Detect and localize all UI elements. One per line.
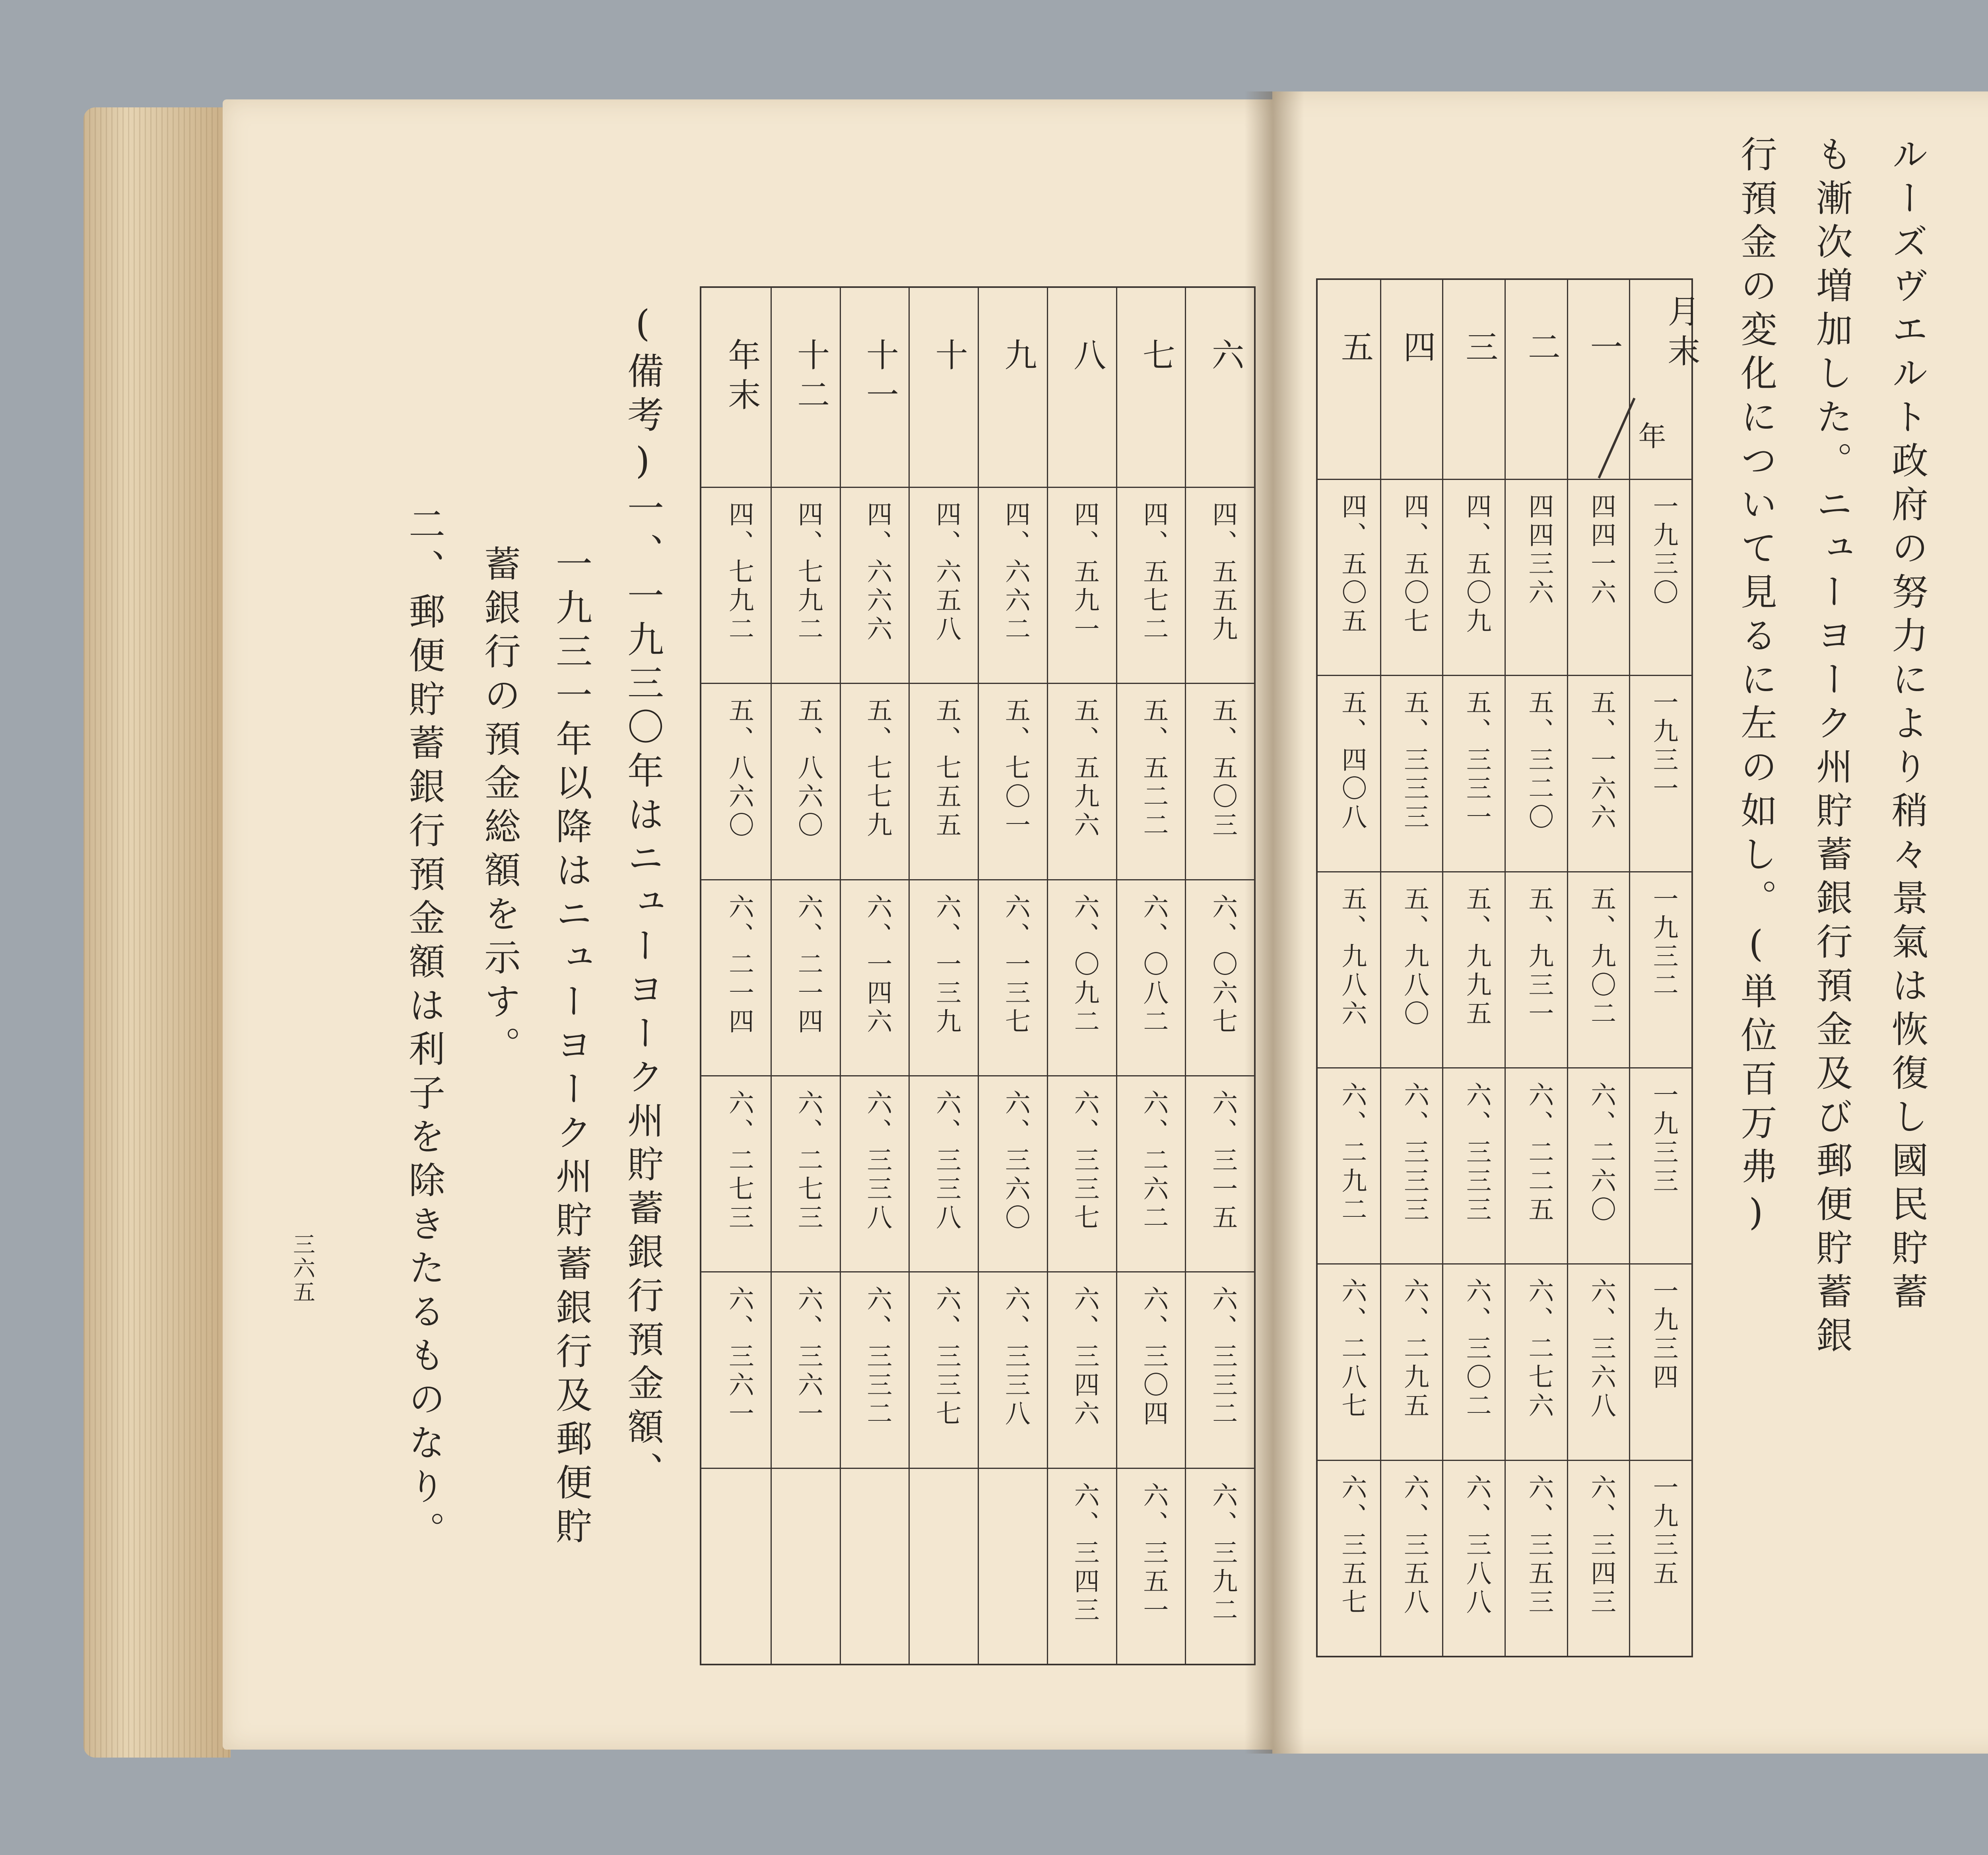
table-cell: 四、五〇九 bbox=[1462, 493, 1491, 636]
table-cell: 六、一三九 bbox=[932, 893, 961, 1037]
month-label: 十一 bbox=[861, 338, 899, 418]
year-label: 一九三四 bbox=[1648, 1278, 1678, 1393]
table-cell: 五、三二〇 bbox=[1524, 689, 1554, 833]
year-label: 一九三〇 bbox=[1648, 493, 1678, 608]
table-cell: 六、三一五 bbox=[1208, 1090, 1238, 1233]
table-cell: 六、三四三 bbox=[1586, 1474, 1616, 1617]
table-cell: 四、五九一 bbox=[1070, 501, 1099, 644]
table-cell: 六、三三二 bbox=[1208, 1286, 1238, 1429]
month-label: 九 bbox=[999, 338, 1037, 378]
table-cell: 六、三六八 bbox=[1586, 1278, 1616, 1421]
deposit-table-part-1 bbox=[1316, 278, 1693, 1657]
table-cell: 六、二六二 bbox=[1139, 1090, 1169, 1233]
table-cell: 五、八六〇 bbox=[793, 697, 823, 841]
month-label: 十二 bbox=[792, 338, 830, 418]
table-cell: 六、二一四 bbox=[793, 893, 823, 1037]
table-cell: 六、〇八二 bbox=[1139, 893, 1169, 1037]
month-label: 一 bbox=[1585, 330, 1623, 370]
table-cell: 四、七九二 bbox=[724, 501, 754, 644]
table-cell: 六、三三八 bbox=[862, 1090, 892, 1233]
table-cell: 五、九八〇 bbox=[1400, 885, 1429, 1029]
table-cell: 五、九九五 bbox=[1462, 885, 1491, 1029]
table-cell: 六、三三三 bbox=[1462, 1082, 1491, 1225]
table-cell: 六、二九二 bbox=[1337, 1082, 1367, 1225]
year-label: 一九三二 bbox=[1648, 885, 1678, 1000]
corner-month: 月末 bbox=[1662, 294, 1700, 374]
table-cell: 五、五〇三 bbox=[1208, 697, 1238, 841]
table-cell: 六、二七三 bbox=[793, 1090, 823, 1233]
table-cell: 五、七〇一 bbox=[1000, 697, 1030, 841]
table-cell: 四、六六六 bbox=[862, 501, 892, 644]
table-cell: 五、九〇二 bbox=[1586, 885, 1616, 1029]
table-cell: 六、〇九二 bbox=[1070, 893, 1099, 1037]
month-label: 四 bbox=[1398, 330, 1436, 370]
table-cell: 六、三六〇 bbox=[1000, 1090, 1030, 1233]
table-cell: 六、二九五 bbox=[1400, 1278, 1429, 1421]
table-cell: 五、九八六 bbox=[1337, 885, 1367, 1029]
table-cell: 六、二六〇 bbox=[1586, 1082, 1616, 1225]
table-cell: 六、三三八 bbox=[1000, 1286, 1030, 1429]
table-cell: 六、三三七 bbox=[1070, 1090, 1099, 1233]
table-cell: 四、五〇七 bbox=[1400, 493, 1429, 636]
table-cell: 六、二一四 bbox=[724, 893, 754, 1037]
table-cell: 六、二七三 bbox=[724, 1090, 754, 1233]
table-cell: 六、三三二 bbox=[862, 1286, 892, 1429]
table-cell: 五、八六〇 bbox=[724, 697, 754, 841]
table-cell: 五、三三一 bbox=[1462, 689, 1491, 833]
left-page-edges bbox=[83, 107, 231, 1758]
table-cell: 五、五九六 bbox=[1070, 697, 1099, 841]
table-cell: 四、六六二 bbox=[1000, 501, 1030, 644]
table-cell: 六、三四三 bbox=[1070, 1482, 1099, 1625]
deposit-table-part-2 bbox=[700, 286, 1256, 1665]
table-cell: 四、六五八 bbox=[932, 501, 961, 644]
table-cell: 六、三〇四 bbox=[1139, 1286, 1169, 1429]
month-label: 二 bbox=[1522, 330, 1561, 370]
table-cell: 四、五五九 bbox=[1208, 501, 1238, 644]
table-cell: 六、二七六 bbox=[1524, 1278, 1554, 1421]
table-cell: 六、三九二 bbox=[1208, 1482, 1238, 1625]
table-cell: 六、三六一 bbox=[793, 1286, 823, 1429]
table-cell: 六、三五七 bbox=[1337, 1474, 1367, 1617]
table-cell: 六、三〇二 bbox=[1462, 1278, 1491, 1421]
body-line-2: も漸次増加した。ニューヨーク州貯蓄銀行預金及び郵便貯蓄銀 bbox=[1810, 135, 1853, 1360]
table-cell: 五、五二二 bbox=[1139, 697, 1169, 841]
month-label: 十 bbox=[930, 338, 968, 378]
month-label: 六 bbox=[1206, 338, 1244, 378]
corner-year: 年 bbox=[1634, 422, 1666, 456]
month-label: 年末 bbox=[722, 338, 761, 418]
month-label: 三 bbox=[1460, 330, 1498, 370]
table-cell: 四、五〇五 bbox=[1337, 493, 1367, 636]
month-label: 八 bbox=[1068, 338, 1106, 378]
table-cell: 四、五七二 bbox=[1139, 501, 1169, 644]
table-cell: 六、三三七 bbox=[932, 1286, 961, 1429]
page-number-left: 三六五 bbox=[289, 1233, 315, 1304]
table-cell: 五、七五五 bbox=[932, 697, 961, 841]
table-cell: 六、一四六 bbox=[862, 893, 892, 1037]
table-cell: 五、九三一 bbox=[1524, 885, 1554, 1029]
table-cell: 六、三三三 bbox=[1400, 1082, 1429, 1225]
note-line-1: (備考)一、一九三〇年はニューヨーク州貯蓄銀行預金額、 bbox=[621, 302, 664, 1495]
table-cell: 六、二八七 bbox=[1337, 1278, 1367, 1421]
table-cell: 六、二二五 bbox=[1524, 1082, 1554, 1225]
year-label: 一九三三 bbox=[1648, 1082, 1678, 1196]
table-cell: 五、七七九 bbox=[862, 697, 892, 841]
table-cell: 五、一六六 bbox=[1586, 689, 1616, 833]
month-label: 七 bbox=[1137, 338, 1175, 378]
table-cell: 五、四〇八 bbox=[1337, 689, 1367, 833]
table-cell: 六、三三八 bbox=[932, 1090, 961, 1233]
table-cell: 六、三四六 bbox=[1070, 1286, 1099, 1429]
year-label: 一九三一 bbox=[1648, 689, 1678, 804]
table-cell: 五、三三三 bbox=[1400, 689, 1429, 833]
table-cell: 六、〇六七 bbox=[1208, 893, 1238, 1037]
note-line-4: 二、郵便貯蓄銀行預金額は利子を除きたるものなり。 bbox=[403, 505, 445, 1555]
table-cell: 六、三五三 bbox=[1524, 1474, 1554, 1617]
month-label: 五 bbox=[1336, 330, 1374, 370]
note-line-2: 一九三一年以降はニューヨーク州貯蓄銀行及郵便貯 bbox=[550, 545, 592, 1551]
body-line-1: ルーズヴエルト政府の努力により稍々景氣は恢復し國民貯蓄 bbox=[1886, 135, 1928, 1316]
body-line-3: 行預金の変化について見るに左の如し。(単位百万弗) bbox=[1735, 135, 1777, 1241]
table-cell: 四四一六 bbox=[1586, 493, 1616, 608]
table-cell: 六、三五八 bbox=[1400, 1474, 1429, 1617]
table-cell: 六、一三七 bbox=[1000, 893, 1030, 1037]
table-cell: 六、三五一 bbox=[1139, 1482, 1169, 1625]
table-cell: 六、三八八 bbox=[1462, 1474, 1491, 1617]
table-cell: 四、七九二 bbox=[793, 501, 823, 644]
table-cell: 六、三六一 bbox=[724, 1286, 754, 1429]
table-cell: 四四三六 bbox=[1524, 493, 1554, 608]
year-label: 一九三五 bbox=[1648, 1474, 1678, 1589]
note-line-3: 蓄銀行の預金総額を示す。 bbox=[478, 545, 521, 1070]
